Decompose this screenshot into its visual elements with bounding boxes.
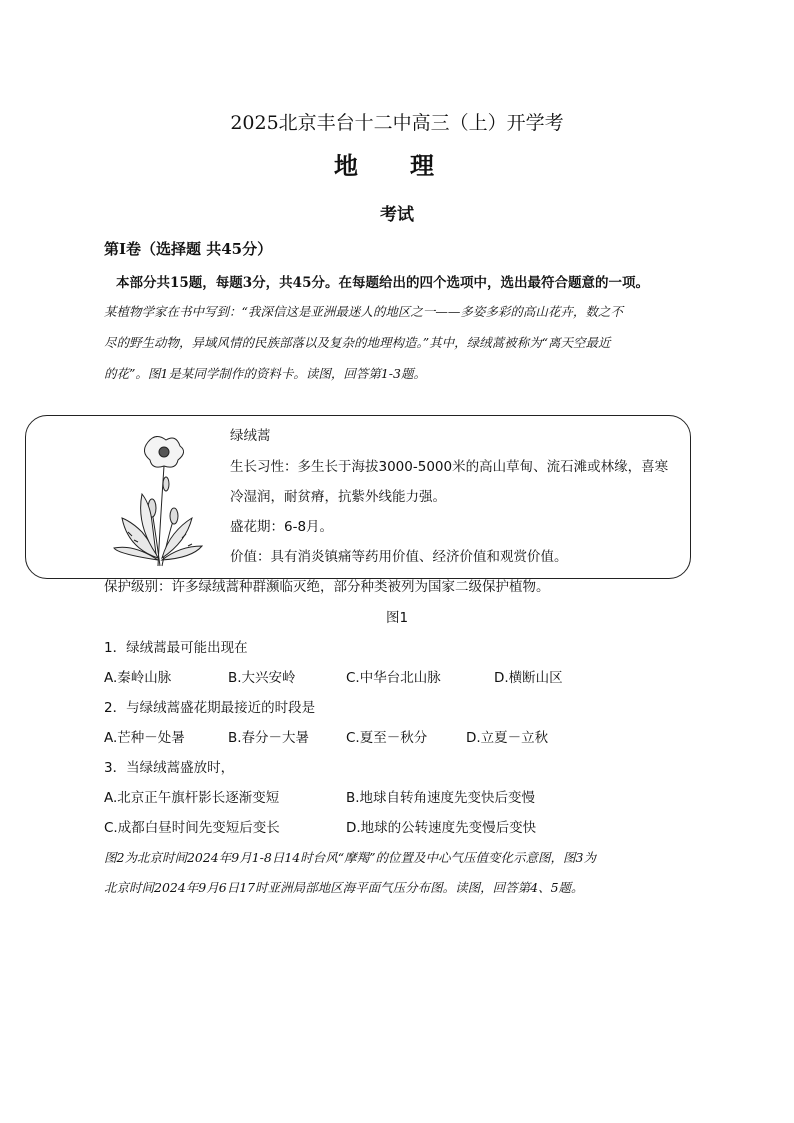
question-1-option-d[interactable]: D.横断山区 [494, 670, 563, 686]
card-plant-name: 绿绒蒿 [230, 428, 271, 444]
question-2-option-c[interactable]: C.夏至－秋分 [346, 730, 428, 746]
outro-line-1: 图2为北京时间2024年9月1-8日14时台风“摩羯”的位置及中心气压值变化示意图，图3为 [104, 850, 596, 865]
intro-line-2: 尽的野生动物，异域风情的民族部落以及复杂的地理构造。”其中，绿绒蒿被称为“离天空最近 [104, 335, 611, 350]
card-value: 价值：具有消炎镇痛等药用价值、经济价值和观赏价值。 [230, 549, 568, 565]
question-3-option-d[interactable]: D.地球的公转速度先变慢后变快 [346, 820, 537, 836]
question-1-option-a[interactable]: A.秦岭山脉 [104, 670, 172, 686]
card-habit-line-1: 生长习性：多生长于海拔3000-5000米的高山草甸、流石滩或林缘，喜寒 [230, 459, 669, 475]
figure-caption: 图1 [385, 610, 409, 626]
outro-line-2: 北京时间2024年9月6日17时亚洲局部地区海平面气压分布图。读图，回答第4、5题。 [104, 880, 584, 895]
section-heading: 第Ⅰ卷（选择题 共45分） [104, 240, 273, 258]
question-1-stem: 1．绿绒蒿最可能出现在 [104, 640, 248, 656]
question-2-stem: 2．与绿绒蒿盛花期最接近的时段是 [104, 700, 316, 716]
section-instruction: 本部分共15题，每题3分，共45分。在每题给出的四个选项中，选出最符合题意的一项。 [116, 275, 649, 291]
question-1-option-c[interactable]: C.中华台北山脉 [346, 670, 441, 686]
question-2-option-d[interactable]: D.立夏－立秋 [466, 730, 549, 746]
question-1-option-b[interactable]: B.大兴安岭 [228, 670, 296, 686]
question-2-option-a[interactable]: A.芒种－处暑 [104, 730, 185, 746]
question-3-option-a[interactable]: A.北京正午旗杆影长逐渐变短 [104, 790, 280, 806]
subject-title: 地理 [334, 151, 486, 180]
intro-line-3: 的花”。图1是某同学制作的资料卡。读图，回答第1-3题。 [104, 366, 426, 381]
meconopsis-illustration [108, 428, 220, 568]
card-habit-line-2: 冷湿润，耐贫瘠，抗紫外线能力强。 [230, 489, 446, 505]
question-2-option-b[interactable]: B.春分－大暑 [228, 730, 310, 746]
exam-label: 考试 [380, 205, 414, 225]
question-3-option-b[interactable]: B.地球自转角速度先变快后变慢 [346, 790, 536, 806]
question-3-option-c[interactable]: C.成都白昼时间先变短后变长 [104, 820, 280, 836]
question-3-stem: 3．当绿绒蒿盛放时， [104, 760, 235, 776]
card-protection: 保护级别：许多绿绒蒿种群濒临灭绝，部分种类被列为国家二级保护植物。 [104, 579, 550, 595]
exam-title: 2025北京丰台十二中高三（上）开学考 [230, 112, 564, 134]
intro-line-1: 某植物学家在书中写到：“我深信这是亚洲最迷人的地区之一——多姿多彩的高山花卉，数之不 [104, 304, 623, 319]
card-flowering: 盛花期：6-8月。 [230, 519, 334, 535]
